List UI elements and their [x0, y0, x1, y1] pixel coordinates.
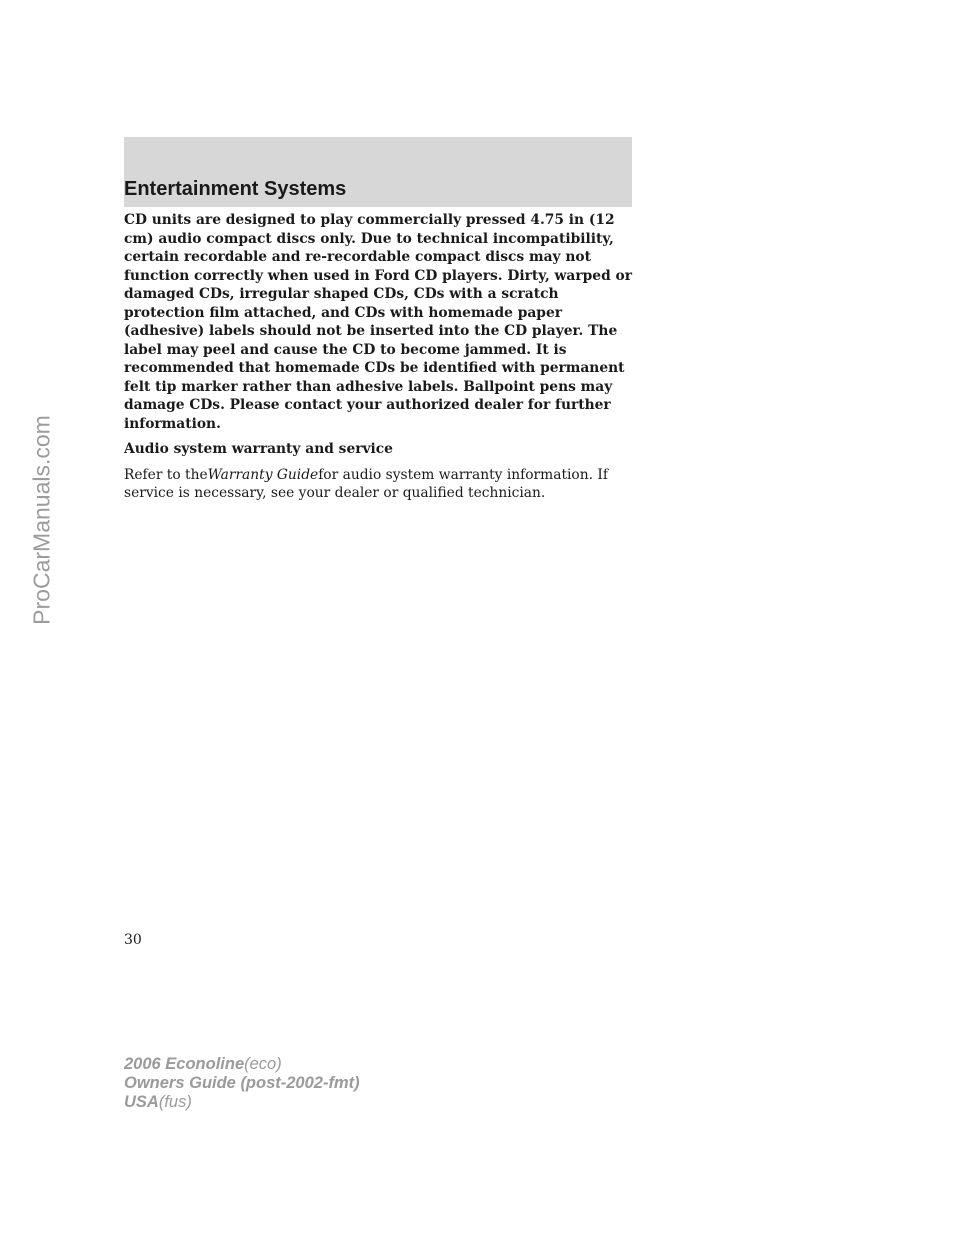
- page-content: [124, 211, 634, 503]
- footer-line-guide: [124, 1074, 360, 1093]
- footer-line-model: [124, 1055, 360, 1074]
- warranty-paragraph: [124, 466, 634, 503]
- warranty-guide-reference: Warranty Guide: [207, 466, 319, 483]
- warranty-text-after: for audio system warranty information. If service is necessary, see your dealer or qualified technician.: [124, 466, 608, 501]
- warranty-heading: Audio system warranty and service: [124, 441, 393, 457]
- footer-guide: Owners Guide (post-2002-fmt): [124, 1074, 360, 1092]
- page-number: 30: [124, 932, 142, 948]
- cd-compatibility-paragraph: CD units are designed to play commercially pressed 4.75 in (12 cm) audio compact discs only. Due to technical incompatibility, certain recordable and re-recordable compact discs may not function correctly when used in Ford CD players. Dirty, warped or damaged CDs, irregular shaped CDs, CDs with a scratch protection film attached, and CDs with homemade paper (adhesive) labels should not be inserted into the CD player. The label may peel and cause the CD to become jammed. It is recommended that homemade CDs be identified with permanent felt tip marker rather than adhesive labels. Ballpoint pens may damage CDs. Please contact your authorized dealer for further information.: [124, 212, 632, 432]
- warranty-text-before: Refer to the: [124, 466, 208, 483]
- footer-region: USA: [124, 1093, 159, 1111]
- watermark-text: ProCarManuals.com: [28, 415, 55, 625]
- footer-model-code: (eco): [244, 1055, 282, 1073]
- footer-line-region: [124, 1093, 360, 1112]
- footer-model: 2006 Econoline: [124, 1055, 245, 1073]
- footer-region-code: (fus): [158, 1093, 192, 1111]
- document-footer: [124, 1055, 360, 1112]
- side-watermark: [28, 415, 55, 625]
- section-title: Entertainment Systems: [124, 178, 347, 200]
